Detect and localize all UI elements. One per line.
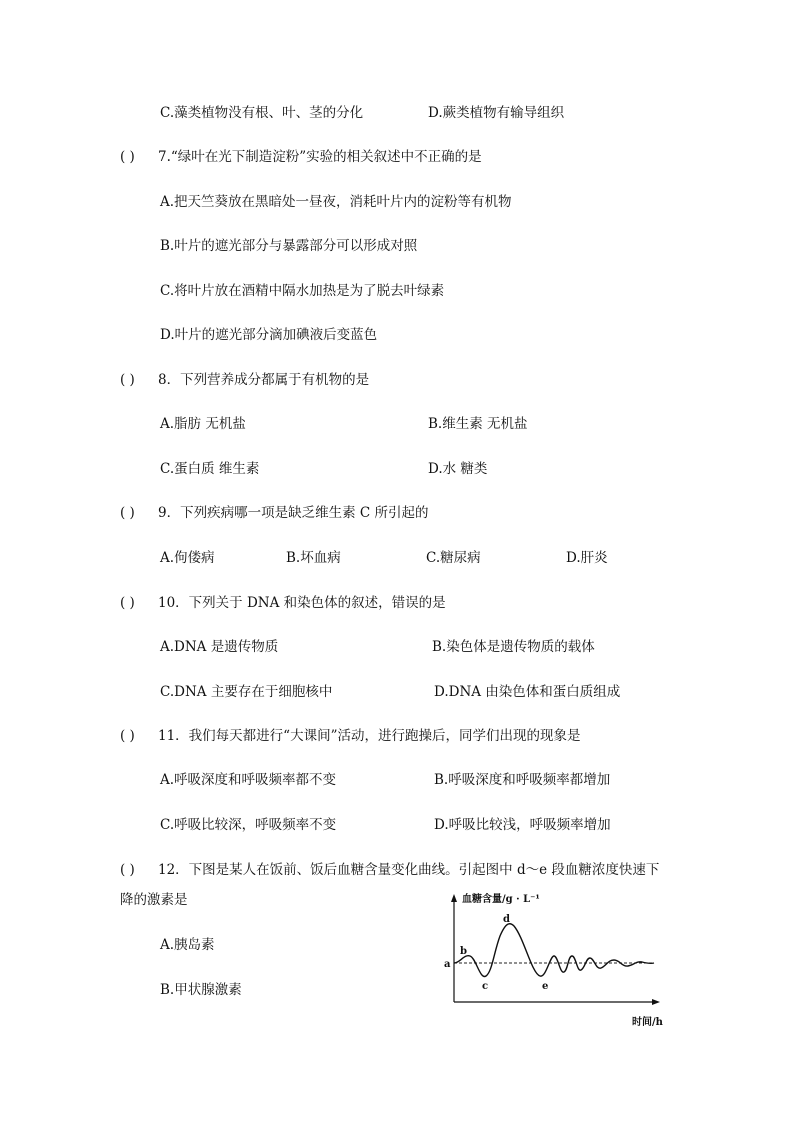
q7-option-a: A.把天竺葵放在黑暗处一昼夜，消耗叶片内的淀粉等有机物 — [160, 194, 512, 210]
q9-option-d: D.肝炎 — [566, 550, 608, 566]
question-stem: 9．下列疾病哪一项是缺乏维生素 C 所引起的 — [158, 505, 429, 521]
point-label-a: a — [444, 959, 451, 970]
q8-option-b: B.维生素 无机盐 — [428, 416, 528, 432]
q11-option-c: C.呼吸比较深，呼吸频率不变 — [160, 817, 337, 833]
q12-option-b: B.甲状腺激素 — [160, 982, 242, 998]
point-label-d: d — [503, 914, 510, 925]
q6-option-d: D.蕨类植物有输导组织 — [428, 105, 565, 121]
question-stem: 8．下列营养成分都属于有机物的是 — [158, 372, 370, 388]
q9-option-a: A.佝偻病 — [160, 550, 215, 566]
q7-option-c: C.将叶片放在酒精中隔水加热是为了脱去叶绿素 — [160, 283, 445, 299]
q12-option-a: A.胰岛素 — [160, 937, 215, 953]
answer-blank[interactable]: ( ) — [120, 728, 135, 744]
point-label-c: c — [482, 981, 489, 992]
blood-sugar-figure — [436, 890, 664, 1030]
q8-option-a: A.脂肪 无机盐 — [160, 416, 246, 432]
q11-stem-line — [120, 727, 580, 745]
q9-stem-line — [120, 504, 429, 522]
answer-blank[interactable]: ( ) — [120, 505, 135, 521]
question-stem: 11．我们每天都进行“大课间”活动，进行跑操后，同学们出现的现象是 — [158, 728, 581, 744]
q8-option-c: C.蛋白质 维生素 — [160, 461, 260, 477]
q12-stem-continued: 降的激素是 — [120, 892, 188, 908]
answer-blank[interactable]: ( ) — [120, 595, 135, 611]
q11-option-d: D.呼吸比较浅，呼吸频率增加 — [434, 817, 611, 833]
x-axis-arrow — [652, 999, 660, 1005]
q10-stem-line — [120, 594, 446, 612]
q10-option-b: B.染色体是遗传物质的载体 — [432, 639, 595, 655]
q9-option-c: C.糖尿病 — [426, 550, 481, 566]
q8-option-d: D.水 糖类 — [428, 461, 488, 477]
q8-stem-line — [120, 371, 369, 389]
y-axis-arrow — [451, 894, 457, 902]
point-label-b: b — [460, 946, 467, 957]
q6-option-c: C.藻类植物没有根、叶、茎的分化 — [160, 105, 364, 121]
x-axis-label: 时间/h — [632, 1017, 663, 1028]
q11-option-b: B.呼吸深度和呼吸频率都增加 — [434, 772, 611, 788]
question-stem: 10．下列关于 DNA 和染色体的叙述，错误的是 — [158, 595, 446, 611]
question-stem: 12．下图是某人在饭前、饭后血糖含量变化曲线。引起图中 d～e 段血糖浓度快速下 — [158, 862, 660, 878]
answer-blank[interactable]: ( ) — [120, 372, 135, 388]
blood-sugar-curve — [454, 924, 654, 977]
question-stem: 7.“绿叶在光下制造淀粉”实验的相关叙述中不正确的是 — [158, 149, 482, 165]
blood-sugar-curve-svg — [436, 890, 664, 1030]
q12-stem-line — [120, 861, 659, 879]
answer-blank[interactable]: ( ) — [120, 149, 135, 165]
q10-option-d: D.DNA 由染色体和蛋白质组成 — [434, 684, 621, 700]
q10-option-c: C.DNA 主要存在于细胞核中 — [160, 684, 333, 700]
y-axis-label: 血糖含量/g · L⁻¹ — [462, 894, 540, 905]
point-label-e: e — [542, 981, 549, 992]
q7-option-d: D.叶片的遮光部分滴加碘液后变蓝色 — [160, 327, 378, 343]
q7-option-b: B.叶片的遮光部分与暴露部分可以形成对照 — [160, 238, 418, 254]
q11-option-a: A.呼吸深度和呼吸频率都不变 — [160, 772, 337, 788]
q7-stem-line — [120, 148, 482, 166]
q9-option-b: B.坏血病 — [286, 550, 341, 566]
answer-blank[interactable]: ( ) — [120, 862, 135, 878]
q10-option-a: A.DNA 是遗传物质 — [160, 639, 279, 655]
